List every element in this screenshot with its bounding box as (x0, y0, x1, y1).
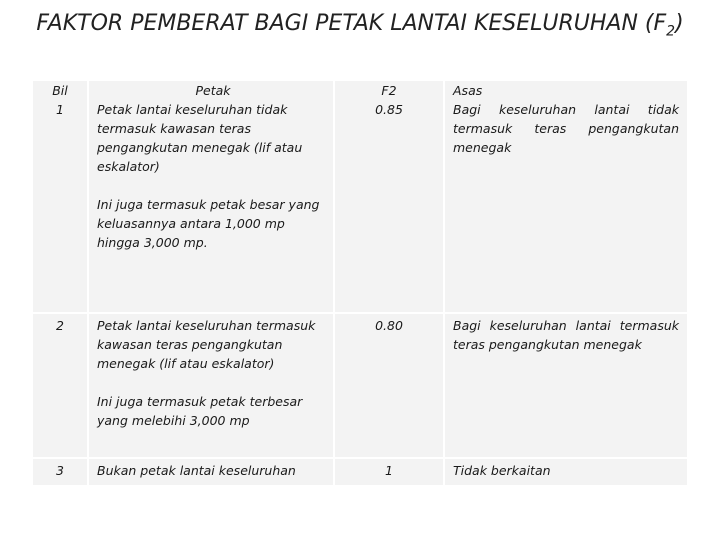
table-row (32, 313, 688, 458)
row-1-asas: Bagi keseluruhan lantai tidak termasuk teras pengangkutan menegak (444, 100, 688, 313)
title-close: ) (675, 11, 684, 36)
header-asas: Asas (444, 80, 688, 100)
row-2-petak (88, 313, 334, 458)
table-header-row (32, 80, 688, 100)
row-1-petak-note: Ini juga termasuk petak besar yang keluasannya antara 1,000 mp hingga 3,000 mp. (97, 197, 320, 250)
row-2-petak-note: Ini juga termasuk petak terbesar yang melebihi 3,000 mp (97, 394, 303, 428)
row-1-f2: 0.85 (334, 100, 444, 313)
row-3-bil: 3 (32, 458, 88, 486)
row-3-f2: 1 (334, 458, 444, 486)
row-3-petak: Bukan petak lantai keseluruhan (88, 458, 334, 486)
row-2-f2: 0.80 (334, 313, 444, 458)
row-1-petak-text: Petak lantai keseluruhan tidak termasuk kawasan teras pengangkutan menegak (lif atau eskalator) (97, 102, 303, 174)
header-petak: Petak (88, 80, 334, 100)
table-row (32, 458, 688, 486)
row-1-petak (88, 100, 334, 313)
title-subscript: 2 (666, 23, 676, 40)
page-title (0, 8, 720, 47)
header-bil: Bil (32, 80, 88, 100)
title-text: FAKTOR PEMBERAT BAGI PETAK LANTAI KESELURUHAN (F (36, 11, 667, 36)
row-3-asas: Tidak berkaitan (444, 458, 688, 486)
header-f2: F2 (334, 80, 444, 100)
weighting-factor-table (31, 79, 689, 487)
table-row (32, 100, 688, 313)
row-2-asas: Bagi keseluruhan lantai termasuk teras pengangkutan menegak (444, 313, 688, 458)
row-2-petak-text: Petak lantai keseluruhan termasuk kawasan teras pengangkutan menegak (lif atau eskalator) (97, 318, 316, 371)
row-1-bil: 1 (32, 100, 88, 313)
row-2-bil: 2 (32, 313, 88, 458)
